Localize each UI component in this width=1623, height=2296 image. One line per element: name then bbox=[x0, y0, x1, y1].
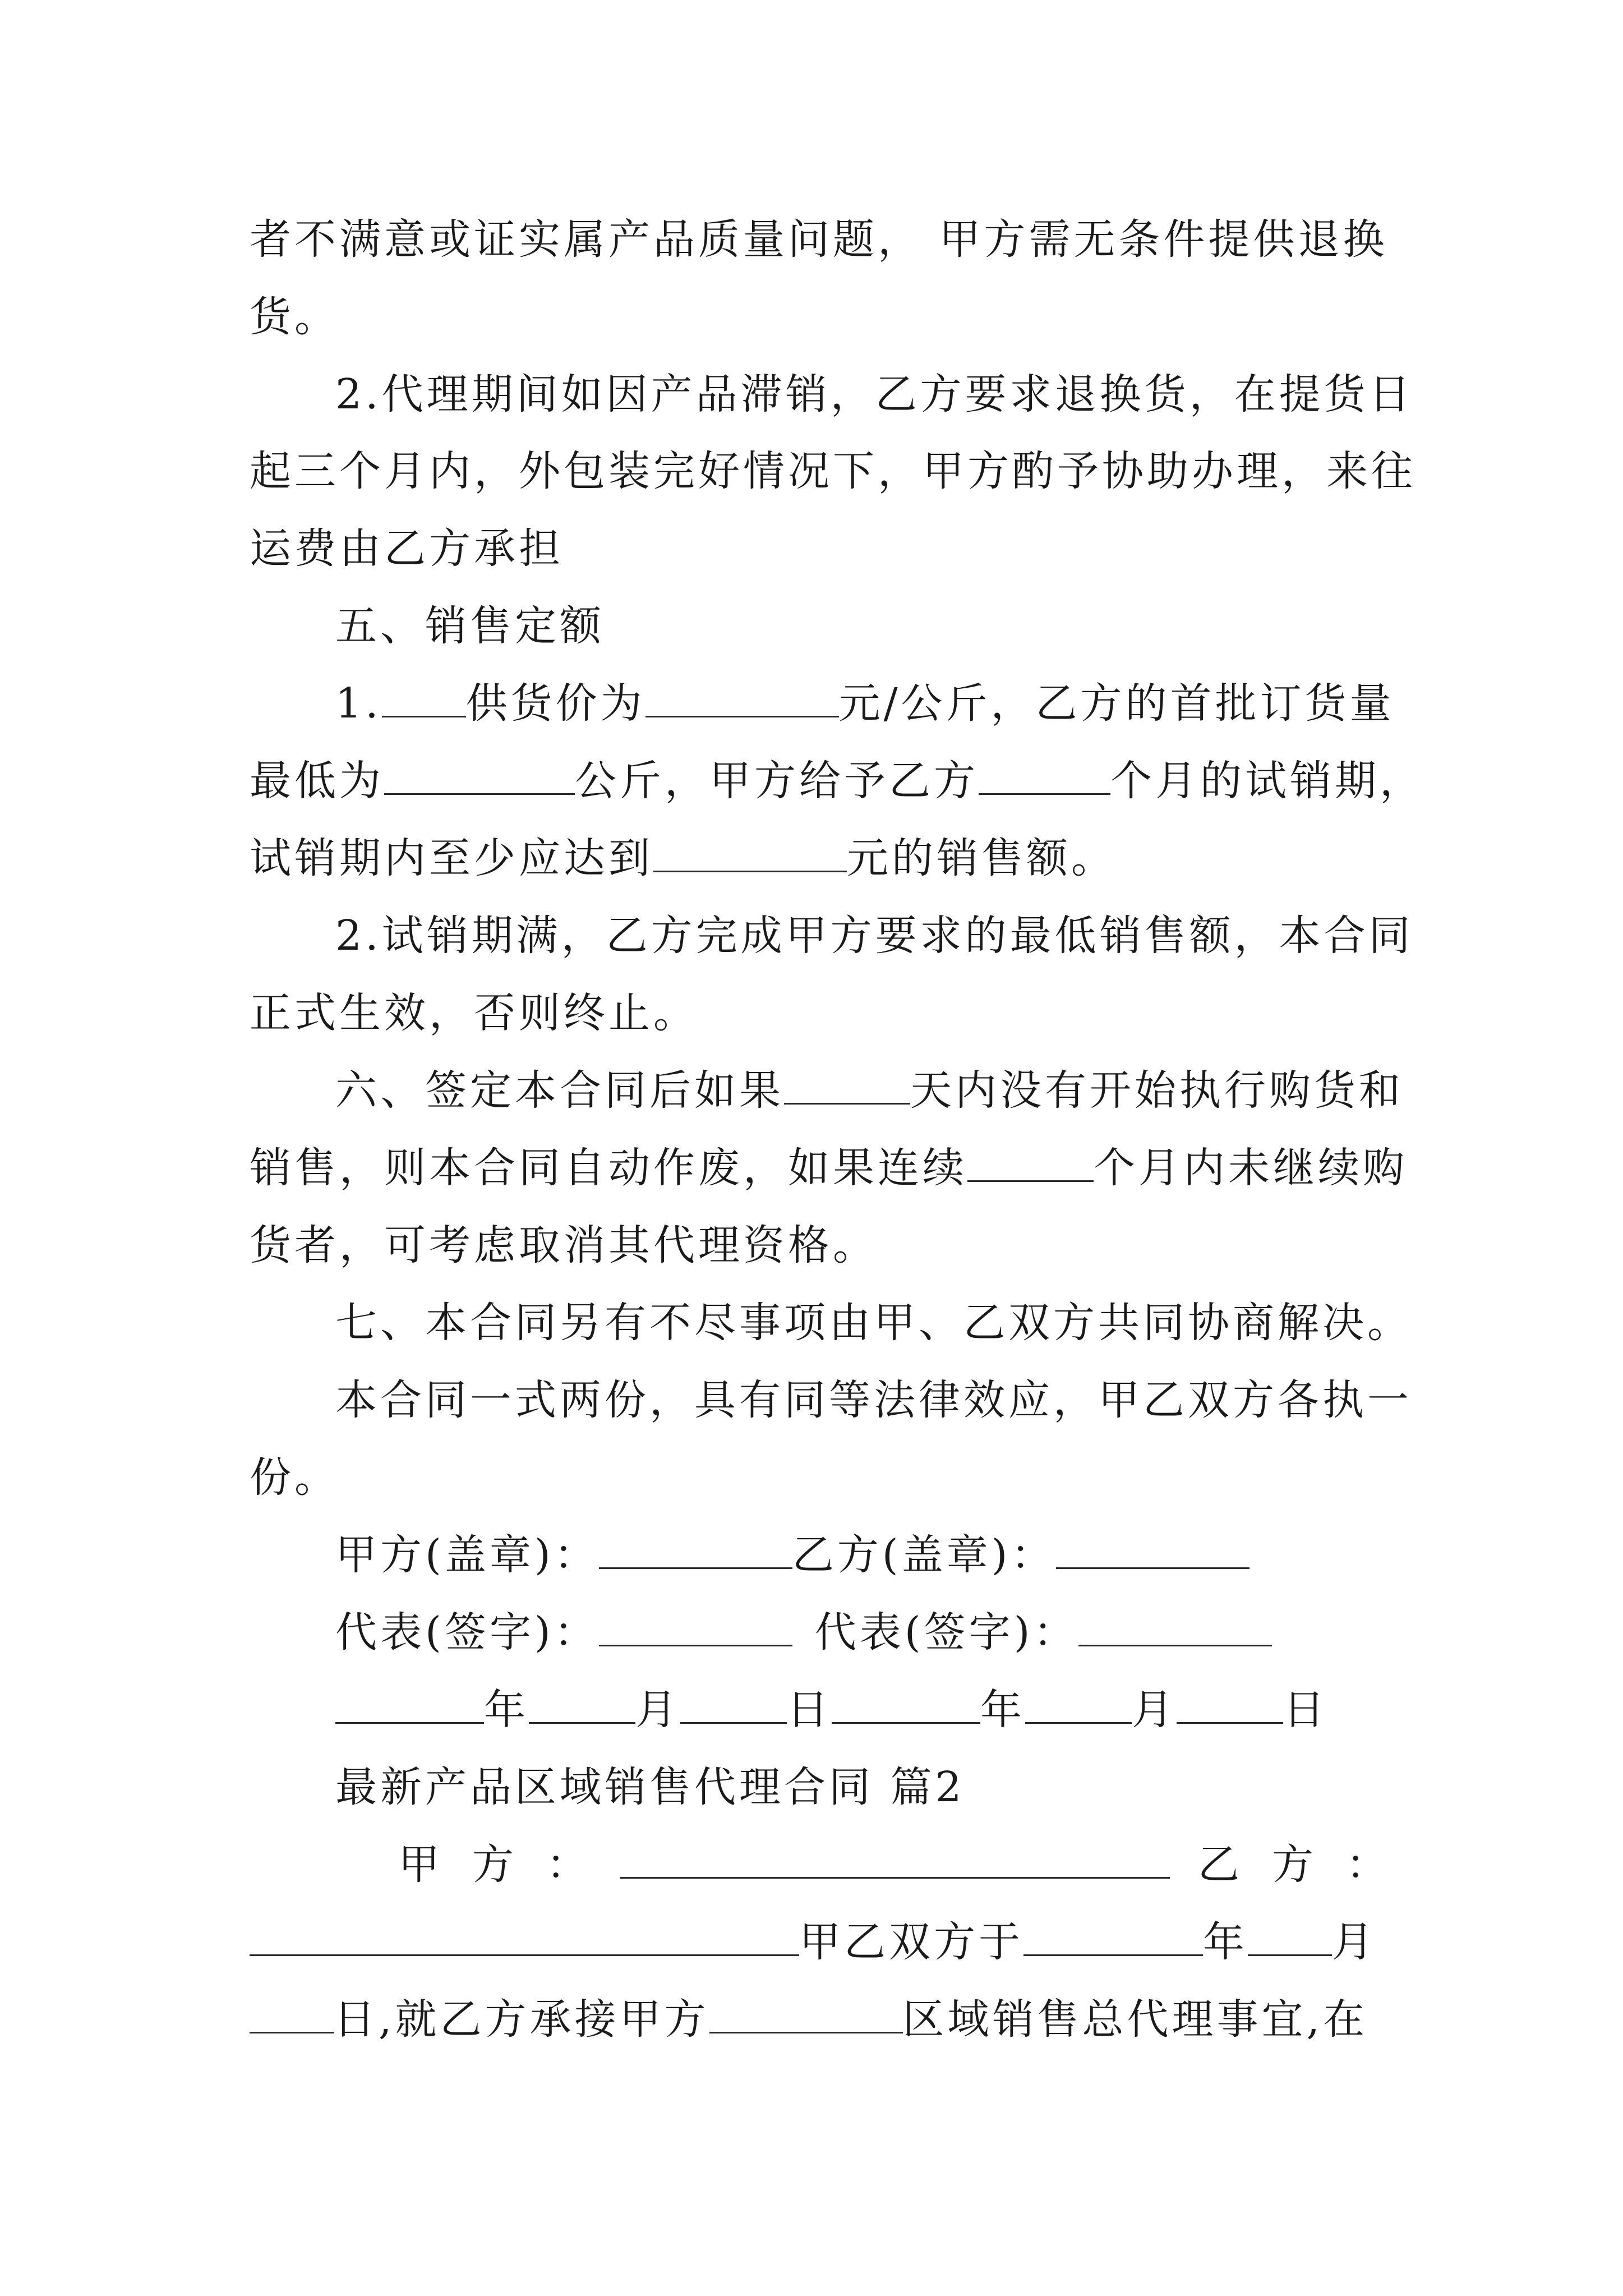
fill-blank bbox=[250, 1914, 799, 1956]
paragraph-line bbox=[250, 753, 1424, 809]
text: 日,就乙方承接甲方 bbox=[334, 1995, 709, 2044]
text: 区域销售总代理事宜,在 bbox=[902, 1995, 1368, 2044]
paragraph-line bbox=[335, 1062, 1404, 1119]
party-a-rep-label: 代表(签字)： bbox=[335, 1608, 599, 1657]
fill-blank bbox=[979, 753, 1110, 795]
fill-blank bbox=[1248, 1914, 1332, 1956]
fill-blank bbox=[784, 1062, 910, 1105]
fill-blank bbox=[653, 830, 847, 872]
paragraph-line bbox=[250, 289, 339, 345]
text: 供货价为 bbox=[465, 679, 645, 728]
text: 最新产品区域销售代理合同 篇2 bbox=[335, 1763, 965, 1811]
party-b-rep-label: 代表(签字)： bbox=[814, 1608, 1078, 1657]
fill-blank bbox=[645, 675, 839, 717]
paragraph-line bbox=[335, 1372, 1412, 1428]
text: 天内没有开始执行购货和 bbox=[910, 1066, 1404, 1115]
party-a-seal-label: 甲方(盖章)： bbox=[335, 1531, 599, 1579]
text: 2.代理期间如因产品滞销，乙方要求退换货，在提货日 bbox=[335, 370, 1414, 418]
text: 月 bbox=[1132, 1686, 1177, 1734]
signature-line bbox=[335, 1527, 1249, 1583]
fill-blank bbox=[384, 753, 575, 795]
fill-blank bbox=[1078, 1604, 1272, 1646]
text: 者不满意或证实属产品质量问题， 甲方需无条件提供退换 bbox=[250, 215, 1388, 264]
text: 元的销售额。 bbox=[847, 834, 1116, 882]
text: 货者，可考虑取消其代理资格。 bbox=[250, 1221, 878, 1269]
paragraph-line bbox=[250, 1217, 878, 1273]
text: 最低为 bbox=[250, 757, 384, 805]
paragraph-line bbox=[250, 830, 1116, 886]
paragraph-line bbox=[250, 985, 698, 1041]
text: 日 bbox=[1283, 1686, 1328, 1734]
fill-blank bbox=[1177, 1682, 1283, 1724]
fill-blank bbox=[599, 1604, 792, 1646]
text: 销售，则本合同自动作废，如果连续 bbox=[250, 1144, 967, 1192]
text: 运费由乙方承担 bbox=[250, 524, 564, 573]
fill-blank bbox=[832, 1682, 980, 1724]
text: 个月内未继续购 bbox=[1094, 1144, 1408, 1192]
party-b-seal-label: 乙方(盖章)： bbox=[792, 1531, 1056, 1579]
text: 起三个月内，外包装完好情况下，甲方酌予协助办理，来往 bbox=[250, 447, 1416, 495]
paragraph-line bbox=[335, 1295, 1412, 1351]
text: 公斤，甲方给予乙方 bbox=[575, 757, 979, 805]
paragraph-line bbox=[250, 1450, 339, 1506]
section-heading bbox=[335, 598, 605, 654]
fill-blank bbox=[1056, 1527, 1249, 1569]
text: 月 bbox=[1332, 1918, 1377, 1966]
fill-blank bbox=[620, 1837, 1170, 1879]
date-line bbox=[335, 1682, 1328, 1738]
text: 2.试销期满，乙方完成甲方要求的最低销售额，本合同 bbox=[335, 912, 1414, 960]
paragraph-line bbox=[250, 443, 1416, 499]
paragraph-line bbox=[335, 908, 1414, 964]
text: 本合同一式两份，具有同等法律效应，甲乙双方各执一 bbox=[335, 1376, 1412, 1424]
paragraph-line bbox=[250, 1991, 1368, 2047]
party-line bbox=[398, 1837, 1420, 1893]
text: 1. bbox=[335, 679, 382, 728]
paragraph-line bbox=[250, 211, 1388, 268]
fill-blank bbox=[1025, 1682, 1132, 1724]
fill-blank bbox=[335, 1682, 484, 1724]
text: 份。 bbox=[250, 1453, 339, 1502]
text: 正式生效，否则终止。 bbox=[250, 989, 698, 1037]
text: 年 bbox=[484, 1686, 529, 1734]
text: 年 bbox=[980, 1686, 1025, 1734]
text: 货。 bbox=[250, 293, 339, 341]
fill-blank bbox=[680, 1682, 787, 1724]
paragraph-line bbox=[250, 521, 564, 577]
party-b-label: 乙方： bbox=[1198, 1841, 1420, 1889]
fill-blank bbox=[967, 1140, 1094, 1182]
fill-blank bbox=[1023, 1914, 1203, 1956]
paragraph-line bbox=[335, 675, 1395, 731]
paragraph-line bbox=[250, 1914, 1377, 1970]
party-a-label: 甲方： bbox=[398, 1841, 620, 1889]
fill-blank bbox=[250, 1991, 334, 2033]
fill-blank bbox=[382, 675, 466, 717]
fill-blank bbox=[599, 1527, 792, 1569]
text: 月 bbox=[635, 1686, 680, 1734]
text: 日 bbox=[787, 1686, 832, 1734]
paragraph-line bbox=[335, 366, 1414, 422]
section-title bbox=[335, 1759, 965, 1815]
text: 甲乙双方于 bbox=[799, 1918, 1023, 1966]
text: 六、签定本合同后如果 bbox=[335, 1066, 784, 1115]
text: 试销期内至少应达到 bbox=[250, 834, 653, 882]
paragraph-line bbox=[250, 1140, 1408, 1196]
text: 个月的试销期， bbox=[1110, 757, 1424, 805]
text: 年 bbox=[1203, 1918, 1248, 1966]
fill-blank bbox=[709, 1991, 903, 2033]
text: 七、本合同另有不尽事项由甲、乙双方共同协商解决。 bbox=[335, 1299, 1412, 1347]
text: 元/公斤，乙方的首批订货量 bbox=[838, 679, 1395, 728]
fill-blank bbox=[529, 1682, 635, 1724]
signature-line bbox=[335, 1604, 1272, 1660]
text: 五、销售定额 bbox=[335, 602, 605, 650]
